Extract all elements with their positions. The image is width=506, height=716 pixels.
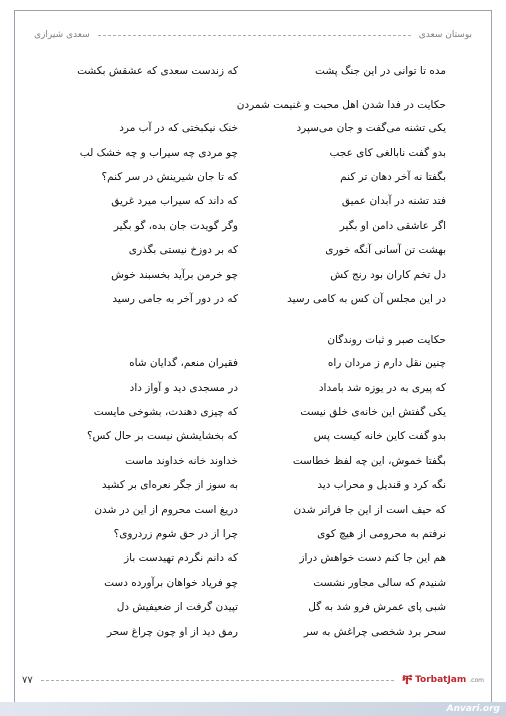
couplet — [60, 619, 446, 643]
hemistich-second: به سوز از جگر نعره‌ای بر کشید — [101, 479, 238, 492]
hemistich-first: در این مجلس آن کس به کامی رسید — [287, 292, 446, 305]
hemistich-first: مده تا توانی در این جنگ پشت — [315, 65, 446, 77]
couplet — [60, 165, 446, 189]
hemistich-first: اگر عاشقی دامن او بگیر — [339, 219, 446, 232]
couplet — [60, 473, 446, 497]
couplet — [60, 449, 446, 473]
running-header — [34, 28, 472, 42]
couplet — [60, 287, 446, 311]
footer-rule — [41, 680, 395, 681]
logo-suffix: .com — [469, 676, 484, 684]
section-title: حکایت صبر و ثبات روندگان — [327, 334, 446, 347]
logo-text: TorbatJam — [415, 675, 467, 685]
hemistich-first: بگفتا خموش، این چه لفظ خطاست — [292, 454, 446, 467]
logo-mark-icon: ቸ — [402, 672, 413, 688]
hemistich-first: سحر برد شخصی چراغش به سر — [303, 625, 446, 638]
page-number: ۷۷ — [22, 674, 33, 686]
couplet — [60, 262, 446, 286]
hemistich-first: یکی گفتش این خانه‌ی خلق نیست — [300, 406, 446, 419]
couplet — [60, 522, 446, 546]
couplet — [60, 595, 446, 619]
couplet — [60, 376, 446, 400]
hemistich-first: شنیدم که سالی مجاور نشست — [313, 576, 446, 589]
hemistich-first: دل تخم کاران بود رنج کش — [330, 268, 446, 281]
hemistich-first: شبی پای عمرش فرو شد به گل — [308, 601, 446, 614]
hemistich-second: دریغ است محروم از این در شدن — [94, 503, 238, 516]
couplet — [60, 400, 446, 424]
couplet — [60, 140, 446, 164]
hemistich-second: چرا از در حق شوم زردروی؟ — [113, 528, 238, 541]
hemistich-second: وگر گویدت جان بده، گو بگیر — [113, 219, 238, 232]
hemistich-second: که داند که سیراب میرد غریق — [111, 195, 238, 208]
page-footer — [22, 670, 484, 690]
hemistich-first: که پیری به در یوزه شد بامداد — [318, 381, 446, 394]
hemistich-first: چنین نقل دارم ز مردان راه — [327, 357, 446, 370]
couplet — [60, 189, 446, 213]
hemistich-second: چو مردی چه سیراب و چه خشک لب — [79, 146, 238, 159]
couplet — [60, 497, 446, 521]
hemistich-first: بدو گفت نابالغی کای عجب — [329, 146, 446, 159]
hemistich-first: هم این جا کنم دست خواهش دراز — [299, 552, 446, 565]
hemistich-second: که در دور آخر به جامی رسید — [112, 292, 238, 305]
couplet — [60, 238, 446, 262]
hemistich-first: نگه کرد و قندیل و محراب دید — [317, 479, 446, 492]
hemistich-first: یکی تشنه می‌گفت و جان می‌سپرد — [296, 122, 446, 135]
poem-body — [60, 60, 446, 644]
hemistich-first: بگفتا نه آخر دهان تر کنم — [340, 170, 446, 183]
hemistich-second: خداوند خانه خداوند ماست — [124, 454, 238, 467]
section-title: حکایت در فدا شدن اهل محبت و غنیمت شمردن — [236, 99, 446, 111]
header-book-title: بوستان سعدی — [418, 30, 472, 40]
couplet — [60, 424, 446, 448]
hemistich-first: بهشت تن آسانی آنگه خوری — [325, 244, 446, 257]
hemistich-first: نرفتم به محرومی از هیچ کوی — [317, 528, 446, 541]
hemistich-second: که چیزی دهندت، بشوخی مایست — [93, 406, 238, 419]
couplet — [60, 214, 446, 238]
site-logo — [402, 672, 484, 688]
hemistich-second: چو خرمن برآید بخسبند خوش — [111, 268, 238, 281]
hemistich-second: چو فریاد خواهان برآورده دست — [104, 576, 238, 589]
hemistich-second: که تا جان شیرینش در سر کنم؟ — [101, 170, 238, 183]
header-rule — [98, 35, 411, 36]
hemistich-second: رمق دید از او چون چراغ سحر — [106, 625, 238, 638]
hemistich-first: فتد تشنه در آبدان عمیق — [341, 195, 446, 208]
hemistich-first: بدو گفت کاین خانه کیست پس — [313, 430, 446, 443]
couplet — [60, 60, 446, 82]
hemistich-second: در مسجدی دید و آواز داد — [129, 381, 238, 394]
couplet — [60, 546, 446, 570]
couplet — [60, 116, 446, 140]
hemistich-second: که زندست سعدی که عشقش بکشت — [77, 65, 238, 77]
hemistich-first: که حیف است از این جا فراتر شدن — [293, 503, 446, 516]
header-author: سعدی شیرازی — [34, 30, 90, 40]
hemistich-second: تپیدن گرفت از ضعیفیش دل — [116, 601, 238, 614]
couplet — [60, 571, 446, 595]
hemistich-second: خنک نیکبختی که در آب مرد — [119, 122, 238, 135]
watermark: Anvari.org — [0, 702, 506, 716]
hemistich-second: که بخشایشش نیست بر حال کس؟ — [86, 430, 238, 443]
hemistich-second: فقیران منعم، گدایان شاه — [129, 357, 238, 370]
hemistich-second: که بر دوزخ نیستی بگذری — [128, 244, 238, 257]
couplet — [60, 351, 446, 375]
hemistich-second: که دانم نگردم تهیدست باز — [124, 552, 238, 565]
